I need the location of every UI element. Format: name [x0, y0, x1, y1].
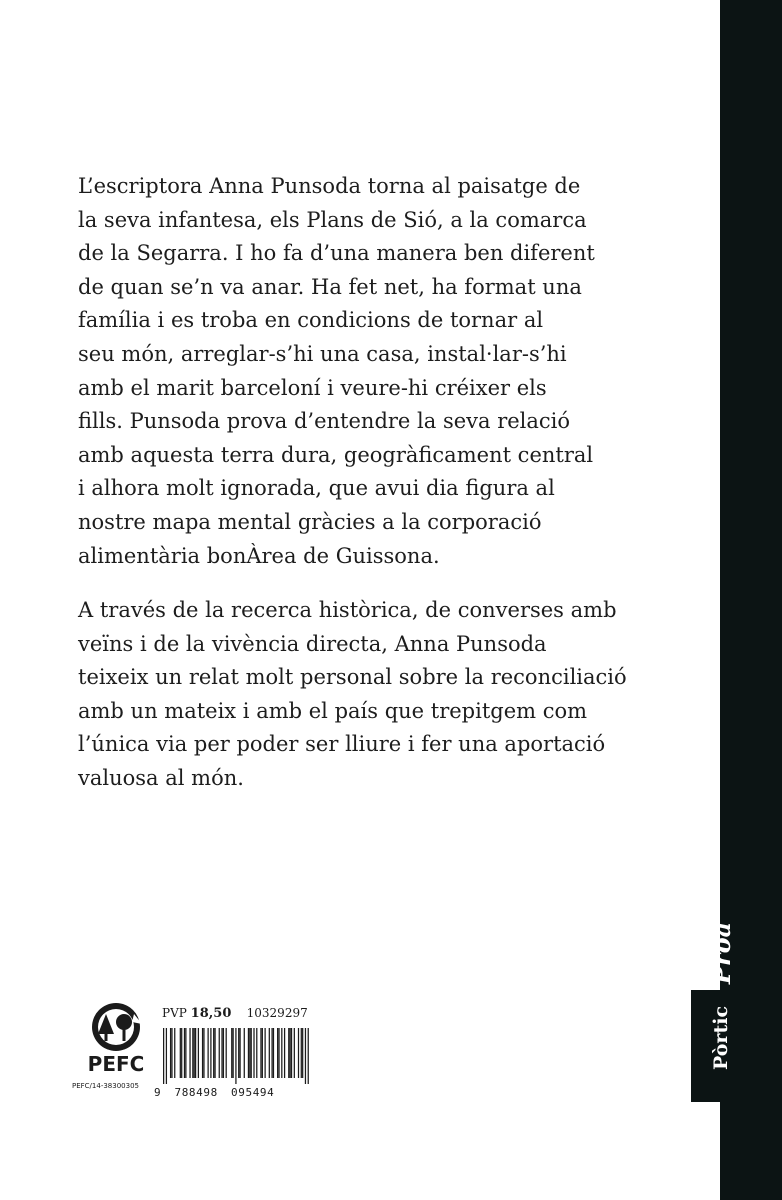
- barcode-bar: [278, 1028, 279, 1078]
- barcode-bar: [301, 1028, 302, 1078]
- barcode-bar: [294, 1028, 295, 1078]
- isbn-first-digit: 9: [154, 1086, 162, 1099]
- text-line: de la Segarra. I ho fa d’una manera ben diferent: [78, 241, 595, 266]
- barcode-bar: [210, 1028, 211, 1078]
- barcode-bar: [284, 1028, 285, 1078]
- barcode-bar: [180, 1028, 181, 1078]
- isbn-digits: [154, 1086, 314, 1099]
- barcode-bar: [194, 1028, 195, 1078]
- barcode-bar: [181, 1028, 182, 1078]
- barcode-bar: [192, 1028, 193, 1078]
- barcode-bar: [271, 1028, 272, 1078]
- barcode-bar: [244, 1028, 245, 1078]
- barcode-bar: [269, 1028, 270, 1078]
- description-paragraph-2: [78, 594, 638, 796]
- barcode-bar: [171, 1028, 172, 1078]
- barcode-bar: [248, 1028, 249, 1078]
- text-line: de quan se’n va anar. Ha fet net, ha format una: [78, 274, 582, 299]
- barcode-bar: [253, 1028, 254, 1078]
- barcode-bar: [221, 1028, 222, 1078]
- barcode-bar: [163, 1028, 164, 1084]
- barcode-bar: [223, 1028, 224, 1078]
- price-amount: 18,50: [190, 1006, 232, 1021]
- barcode-bar: [281, 1028, 282, 1078]
- text-line: família i es troba en condicions de tornar al: [78, 308, 544, 333]
- text-line: i alhora molt ignorada, que avui dia figura al: [78, 476, 555, 501]
- text-line: teixeix un relat molt personal sobre la reconciliació: [78, 665, 627, 690]
- barcode-bar: [273, 1028, 274, 1078]
- barcode-bar: [262, 1028, 263, 1078]
- barcode-bar: [233, 1028, 234, 1078]
- barcode-bar: [231, 1028, 232, 1078]
- pefc-certificate-code: PEFC/14-38300305: [72, 1082, 139, 1090]
- barcode-bar: [298, 1028, 299, 1078]
- imprint-logo-proa: Proa: [707, 921, 736, 985]
- product-code: 10329297: [246, 1006, 308, 1020]
- barcode-bar: [184, 1028, 185, 1078]
- price-label: PVP: [162, 1006, 187, 1020]
- text-line: amb aquesta terra dura, geogràficament central: [78, 442, 594, 467]
- barcode-bar: [288, 1028, 289, 1078]
- barcode-bar: [302, 1028, 303, 1078]
- barcode-bar: [226, 1028, 227, 1078]
- barcode-bar: [238, 1028, 239, 1078]
- text-line: L’escriptora Anna Punsoda torna al paisatge de: [78, 174, 581, 198]
- barcode-bar: [203, 1028, 204, 1078]
- barcode-bar: [277, 1028, 278, 1078]
- barcode-bar: [265, 1028, 266, 1078]
- barcode-bar: [260, 1028, 261, 1078]
- barcode-bar: [239, 1028, 240, 1078]
- barcode-bar: [256, 1028, 257, 1078]
- text-line: alimentària bonÀrea de Guissona.: [78, 543, 440, 568]
- barcode-bar: [308, 1028, 309, 1084]
- barcode-bar: [305, 1028, 306, 1084]
- barcode-bar: [251, 1028, 252, 1078]
- barcode-bar: [249, 1028, 250, 1078]
- barcode-bar: [202, 1028, 203, 1078]
- text-line: la seva infantesa, els Plans de Sió, a la comarca: [78, 207, 587, 232]
- text-line: amb el marit barceloní i veure-hi créixer els: [78, 375, 547, 400]
- text-line: fills. Punsoda prova d’entendre la seva relació: [78, 409, 571, 434]
- price-line: [162, 1006, 308, 1021]
- text-line: nostre mapa mental gràcies a la corporació: [78, 509, 542, 534]
- text-line: amb un mateix i amb el país que trepitgem com: [78, 698, 588, 723]
- isbn-group-1: 788498: [174, 1086, 218, 1099]
- barcode-bar: [189, 1028, 190, 1078]
- barcode-bar: [291, 1028, 292, 1078]
- pefc-wordmark: PEFC: [87, 1052, 145, 1076]
- barcode-bar: [213, 1028, 214, 1078]
- barcode-bar: [198, 1028, 199, 1078]
- description-paragraph-1: [78, 170, 638, 573]
- barcode-bar: [235, 1028, 236, 1084]
- isbn-group-2: 095494: [231, 1086, 275, 1099]
- collection-label-portic: Pòrtic: [710, 1005, 732, 1071]
- text-line: seu món, arreglar-s’hi una casa, instal·lar-s’hi: [78, 341, 567, 366]
- barcode-bar: [290, 1028, 291, 1078]
- barcode-bar: [195, 1028, 196, 1078]
- barcode-bar: [166, 1028, 167, 1084]
- barcode-bar: [174, 1028, 175, 1078]
- barcode-bar: [208, 1028, 209, 1078]
- barcode-bar: [219, 1028, 220, 1078]
- text-line: veïns i de la vivència directa, Anna Punsoda: [78, 631, 547, 656]
- text-line: valuosa al món.: [78, 765, 244, 790]
- barcode-bar: [170, 1028, 171, 1078]
- barcode-bar: [185, 1028, 186, 1078]
- isbn-barcode: [163, 1028, 309, 1084]
- barcode-bar: [214, 1028, 215, 1078]
- text-line: l’única via per poder ser lliure i fer una aportació: [78, 732, 606, 757]
- text-line: A través de la recerca històrica, de converses amb: [78, 598, 617, 622]
